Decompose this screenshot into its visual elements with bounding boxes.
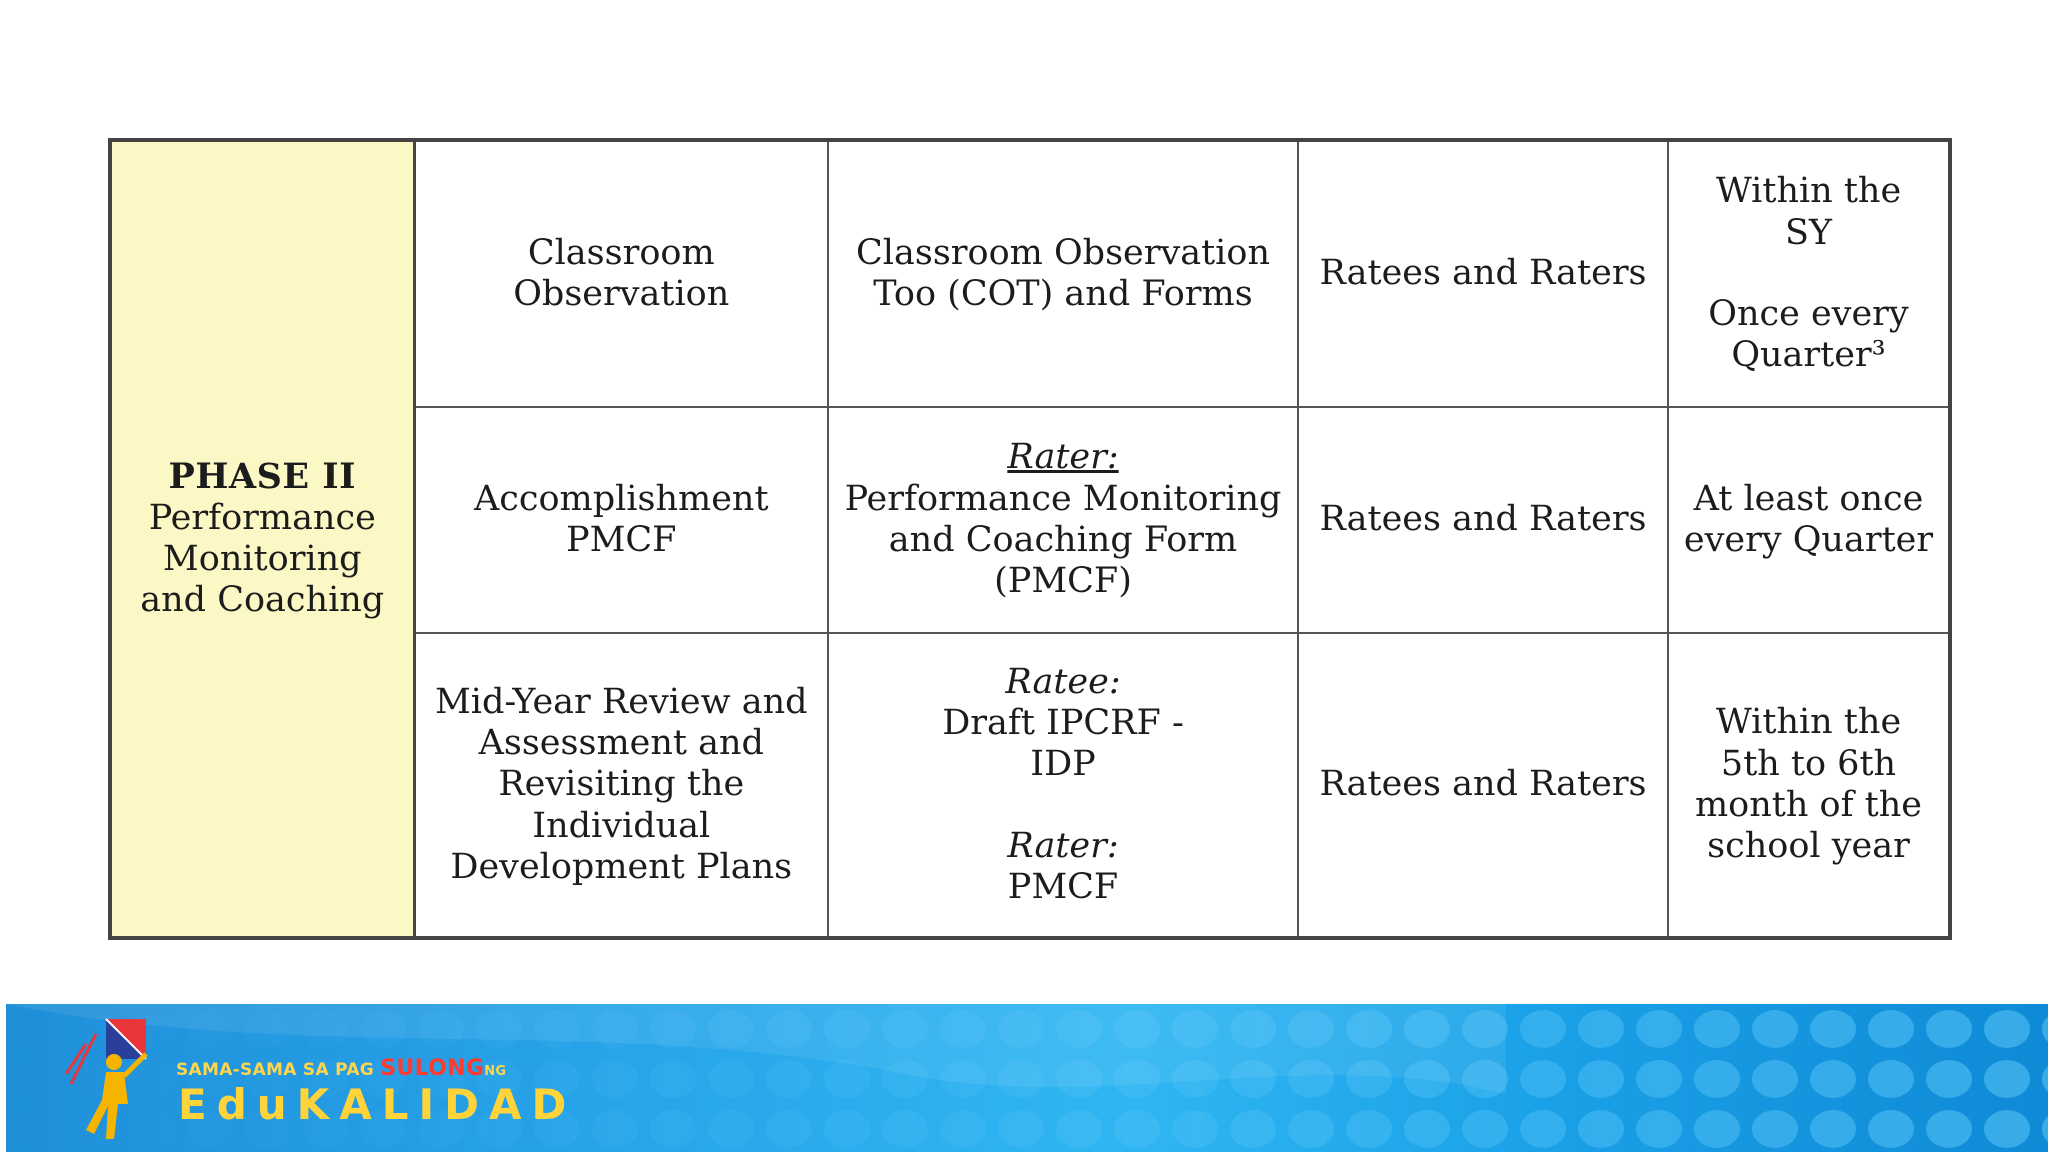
- rater-label: Rater:: [1007, 437, 1119, 478]
- activity-line: Revisiting the: [498, 764, 745, 805]
- phase-subtitle-line: and Coaching: [140, 580, 385, 621]
- activity-cell: [414, 407, 828, 633]
- timeline-line: At least once: [1693, 478, 1924, 519]
- tagline-prefix: SAMA-SAMA SA PAG: [176, 1060, 381, 1080]
- tool-cell: [828, 633, 1298, 938]
- timeline-line: school year: [1707, 826, 1910, 867]
- responsible-cell: Ratees and Raters: [1298, 633, 1668, 938]
- activity-line: Individual: [532, 805, 711, 846]
- tool-line: PMCF: [1007, 866, 1119, 907]
- activity-line: Observation: [513, 274, 730, 314]
- timeline-line: 5th to 6th: [1720, 743, 1897, 784]
- tool-line: (PMCF): [994, 561, 1132, 602]
- activity-line: Assessment and: [478, 723, 764, 764]
- phase-cell: [110, 140, 414, 938]
- phase-subtitle-line: Performance: [148, 497, 376, 538]
- activity-cell: [414, 633, 828, 938]
- tool-line: and Coaching Form: [888, 520, 1238, 560]
- rater-label: Rater:: [1007, 825, 1119, 866]
- edukalidad-logo-icon: [66, 1014, 166, 1144]
- timeline-line: Within the: [1715, 702, 1902, 743]
- timeline-cell: [1668, 407, 1950, 633]
- phase-ii-table: [108, 138, 1952, 940]
- timeline-line: month of the: [1694, 785, 1922, 825]
- table-row-classroom-observation: [110, 140, 1950, 407]
- spacer: [839, 786, 1287, 826]
- tagline-suffix: NG: [484, 1064, 507, 1079]
- activity-line: PMCF: [566, 520, 677, 560]
- timeline-line: SY: [1784, 212, 1833, 253]
- timeline-line: every Quarter: [1683, 520, 1934, 560]
- timeline-cell: [1668, 633, 1950, 938]
- tool-line: IDP: [1030, 744, 1096, 785]
- footer-tagline: [176, 1056, 506, 1081]
- brand-edu: Edu: [178, 1080, 297, 1129]
- tool-line: Performance Monitoring: [844, 478, 1282, 519]
- tool-line: Too (COT) and Forms: [873, 274, 1253, 314]
- ratee-label: Ratee:: [1005, 661, 1121, 702]
- tool-line: Draft IPCRF -: [942, 703, 1184, 744]
- activity-line: Development Plans: [450, 846, 793, 887]
- activity-line: Accomplishment: [473, 478, 769, 519]
- timeline-line: Within the: [1715, 171, 1902, 212]
- phase-title: PHASE II: [168, 456, 356, 498]
- responsible-cell: Ratees and Raters: [1298, 140, 1668, 407]
- tool-line: Classroom Observation: [856, 232, 1270, 273]
- spacer: [1679, 254, 1938, 294]
- responsible-cell: Ratees and Raters: [1298, 407, 1668, 633]
- timeline-cell: [1668, 140, 1950, 407]
- timeline-line: Quarter³: [1731, 335, 1886, 376]
- timeline-line: Once every: [1708, 294, 1909, 334]
- footer-brand: [178, 1080, 576, 1129]
- activity-cell: [414, 140, 828, 407]
- tool-cell: [828, 140, 1298, 407]
- phase-subtitle-line: Monitoring: [162, 539, 362, 579]
- brand-kalidad: KALIDAD: [296, 1080, 577, 1129]
- tool-cell: [828, 407, 1298, 633]
- activity-line: Mid-Year Review and: [434, 681, 808, 722]
- activity-line: Classroom: [527, 232, 715, 273]
- footer-banner: [6, 1004, 2048, 1152]
- tagline-highlight: SULONG: [380, 1056, 485, 1081]
